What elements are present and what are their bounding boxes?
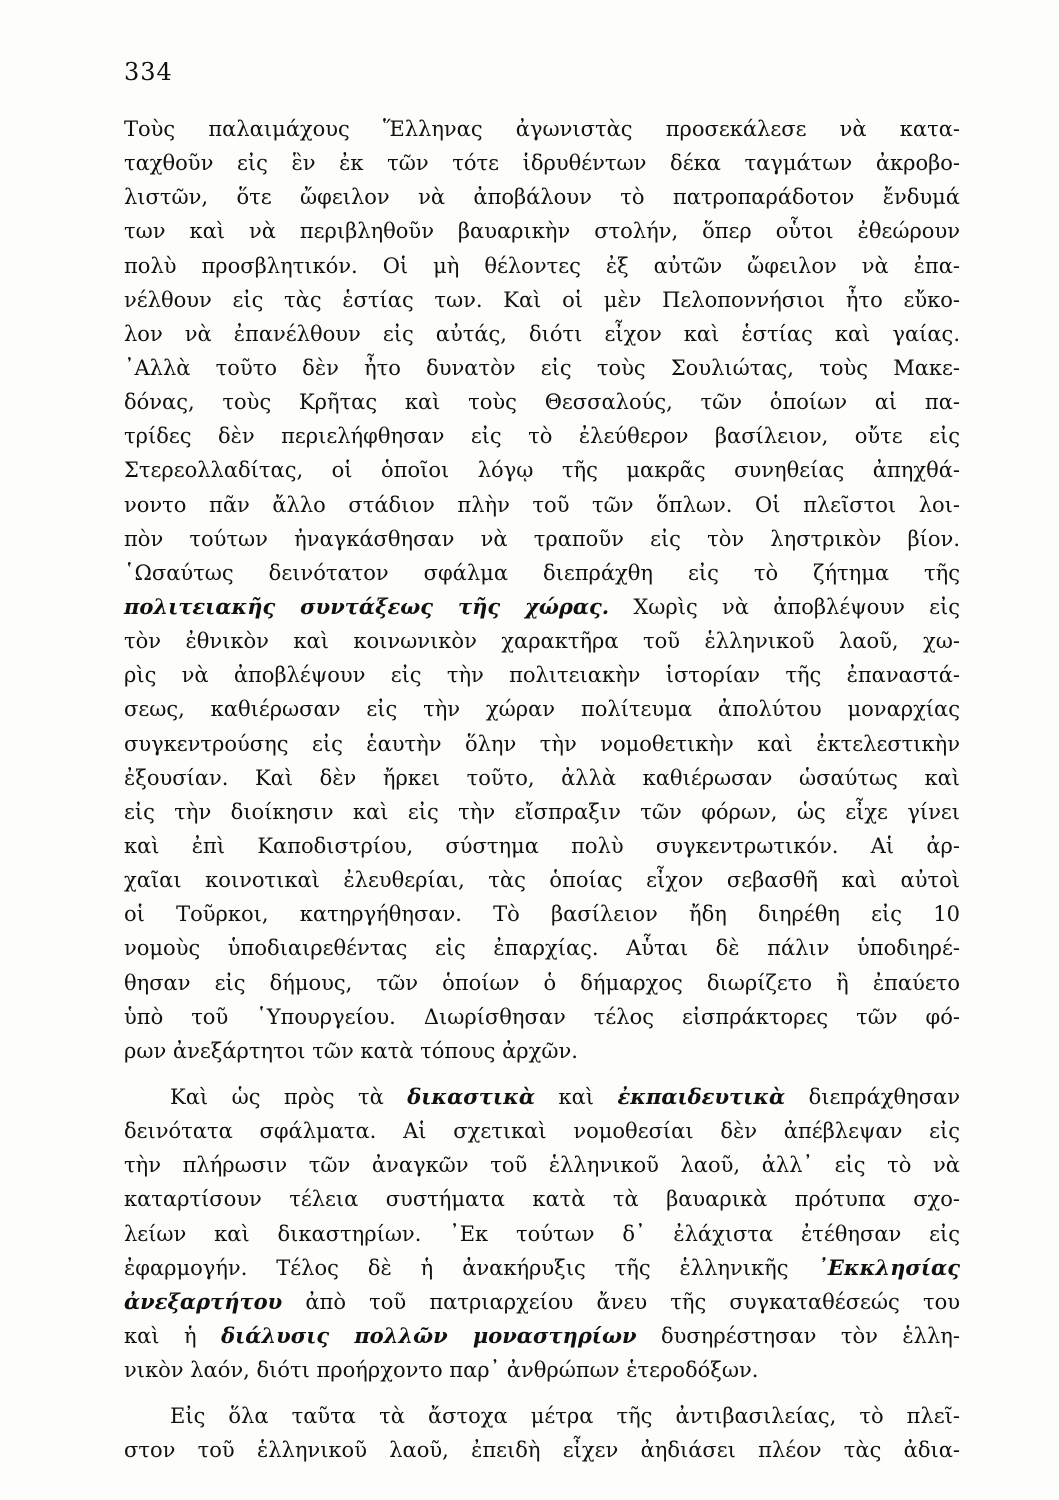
text-line xyxy=(124,1080,960,1114)
text-line xyxy=(124,1182,960,1216)
text-segment: λιστῶν, ὅτε ὤφειλον νὰ ἀποβάλουν τὸ πατροπαράδοτον ἔνδυμά xyxy=(124,185,960,210)
text-line xyxy=(124,966,960,1000)
text-segment: πολὺ προσβλητικόν. Οἱ μὴ θέλοντες ἐξ αὐτῶν ὤφειλον νὰ ἐπα- xyxy=(124,253,960,278)
text-line xyxy=(124,522,960,556)
text-line xyxy=(124,1285,960,1319)
emphasized-text: δικαστικὰ xyxy=(407,1083,535,1109)
text-segment: Εἰς ὅλα ταῦτα τὰ ἄστοχα μέτρα τῆς ἀντιβασιλείας, τὸ πλεῖ- xyxy=(170,1404,960,1429)
text-segment: τὸν ἐθνικὸν καὶ κοινωνικὸν χαρακτῆρα τοῦ ἑλληνικοῦ λαοῦ, χω- xyxy=(124,629,960,654)
text-segment: καταρτίσουν τέλεια συστήματα κατὰ τὰ βαυαρικὰ πρότυπα σχο- xyxy=(124,1187,960,1212)
text-segment: εἰς τὴν διοίκησιν καὶ εἰς τὴν εἴσπραξιν τῶν φόρων, ὡς εἶχε γίνει xyxy=(124,799,960,824)
text-line xyxy=(124,1148,960,1182)
text-segment: Καὶ ὡς πρὸς τὰ xyxy=(170,1084,408,1109)
paragraph xyxy=(124,1080,960,1387)
text-line xyxy=(124,692,960,726)
text-segment: οἱ Τοῦρκοι, κατηργήθησαν. Τὸ βασίλειον ἤδη διηρέθη εἰς 10 xyxy=(124,902,960,927)
text-segment: πὸν τούτων ἠναγκάσθησαν νὰ τραποῦν εἰς τὸν ληστρικὸν βίον. xyxy=(124,526,960,551)
text-line xyxy=(124,1114,960,1148)
text-line xyxy=(124,419,960,453)
page-body xyxy=(124,112,960,1467)
emphasized-text: πολιτειακῆς συντάξεως τῆς χώρας. xyxy=(124,593,610,619)
text-segment: ῾Ωσαύτως δεινότατον σφάλμα διεπράχθη εἰς τὸ ζήτημα τῆς xyxy=(124,560,960,585)
paragraph xyxy=(124,1399,960,1467)
text-line xyxy=(124,556,960,590)
text-line xyxy=(124,351,960,385)
text-segment: νικὸν λαόν, διότι προήρχοντο παρ᾿ ἀνθρώπων ἑτεροδόξων. xyxy=(124,1358,759,1383)
text-line xyxy=(124,1034,960,1068)
text-segment: καὶ ἐπὶ Καποδιστρίου, σύστημα πολὺ συγκεντρωτικόν. Αἱ ἀρ- xyxy=(124,833,960,858)
text-segment: δόνας, τοὺς Κρῆτας καὶ τοὺς Θεσσαλούς, τῶν ὁποίων αἱ πα- xyxy=(124,390,960,415)
text-line xyxy=(124,897,960,931)
text-line xyxy=(124,761,960,795)
text-segment: τὴν πλήρωσιν τῶν ἀναγκῶν τοῦ ἑλληνικοῦ λαοῦ, ἀλλ᾿ εἰς τὸ νὰ xyxy=(124,1153,960,1178)
text-line xyxy=(124,214,960,248)
text-line xyxy=(124,624,960,658)
text-segment: ᾿Αλλὰ τοῦτο δὲν ἦτο δυνατὸν εἰς τοὺς Σουλιώτας, τοὺς Μακε- xyxy=(124,355,960,380)
text-segment: νομοὺς ὑποδιαιρεθέντας εἰς ἐπαρχίας. Αὗται δὲ πάλιν ὑποδιηρέ- xyxy=(124,936,960,961)
text-line xyxy=(124,180,960,214)
text-segment: ἀπὸ τοῦ πατριαρχείου ἄνευ τῆς συγκαταθέσεώς του xyxy=(282,1289,960,1314)
text-segment: Χωρὶς νὰ ἀποβλέψουν εἰς xyxy=(609,594,960,619)
text-line xyxy=(124,385,960,419)
text-segment: καὶ ἡ xyxy=(124,1323,222,1348)
text-line xyxy=(124,283,960,317)
text-segment: δεινότατα σφάλματα. Αἱ σχετικαὶ νομοθεσίαι δὲν ἀπέβλεψαν εἰς xyxy=(124,1119,960,1144)
text-line xyxy=(124,488,960,522)
text-segment: στον τοῦ ἑλληνικοῦ λαοῦ, ἐπειδὴ εἶχεν ἀηδιάσει πλέον τὰς ἀδια- xyxy=(124,1438,960,1463)
text-segment: σεως, καθιέρωσαν εἰς τὴν χώραν πολίτευμα ἀπολύτου μοναρχίας xyxy=(124,697,960,722)
text-line xyxy=(124,727,960,761)
text-segment: ἐφαρμογήν. Τέλος δὲ ἡ ἀνακήρυξις τῆς ἑλληνικῆς xyxy=(124,1255,818,1280)
text-line xyxy=(124,453,960,487)
text-line xyxy=(124,931,960,965)
text-line xyxy=(124,1399,960,1433)
paragraph-gap xyxy=(124,1068,960,1080)
text-segment: χαῖαι κοινοτικαὶ ἐλευθερίαι, τὰς ὁποίας εἶχον σεβασθῆ καὶ αὐτοὶ xyxy=(124,868,960,893)
page-number: 334 xyxy=(124,58,173,86)
text-segment: ἐξουσίαν. Καὶ δὲν ἤρκει τοῦτο, ἀλλὰ καθιέρωσαν ὡσαύτως καὶ xyxy=(124,765,960,790)
text-line xyxy=(124,795,960,829)
text-segment: συγκεντρούσης εἰς ἑαυτὴν ὅλην τὴν νομοθετικὴν καὶ ἐκτελεστικὴν xyxy=(124,731,960,756)
emphasized-text: διάλυσις πολλῶν μοναστηρίων xyxy=(221,1322,637,1348)
text-line xyxy=(124,146,960,180)
text-segment: Στερεολλαδίτας, οἱ ὁποῖοι λόγῳ τῆς μακρᾶς συνηθείας ἀπηχθά- xyxy=(124,458,960,483)
text-line xyxy=(124,1319,960,1353)
text-segment: καὶ xyxy=(534,1084,618,1109)
text-line xyxy=(124,112,960,146)
text-segment: Τοὺς παλαιμάχους Ἕλληνας ἀγωνιστὰς προσεκάλεσε νὰ κατα- xyxy=(124,117,960,141)
text-line xyxy=(124,317,960,351)
text-line xyxy=(124,1000,960,1034)
text-segment: ταχθοῦν εἰς ἓν ἐκ τῶν τότε ἱδρυθέντων δέκα ταγμάτων ἀκροβο- xyxy=(124,151,960,176)
emphasized-text: ἀνεξαρτήτου xyxy=(124,1288,283,1314)
text-line xyxy=(124,1251,960,1285)
text-line xyxy=(124,590,960,624)
text-segment: ρὶς νὰ ἀποβλέψουν εἰς τὴν πολιτειακὴν ἱστορίαν τῆς ἐπαναστά- xyxy=(124,663,960,688)
text-line xyxy=(124,658,960,692)
text-line xyxy=(124,1353,960,1387)
text-segment: λείων καὶ δικαστηρίων. ᾿Εκ τούτων δ᾿ ἐλάχιστα ἐτέθησαν εἰς xyxy=(124,1221,960,1246)
paragraph xyxy=(124,112,960,1068)
text-segment: των καὶ νὰ περιβληθοῦν βαυαρικὴν στολήν, ὅπερ οὗτοι ἐθεώρουν xyxy=(124,219,960,244)
emphasized-text: ᾿Εκκλησίας xyxy=(817,1254,960,1280)
text-line xyxy=(124,1433,960,1467)
text-segment: δυσηρέστησαν τὸν ἑλλη- xyxy=(636,1323,960,1348)
text-segment: λον νὰ ἐπανέλθουν εἰς αὐτάς, διότι εἶχον καὶ ἑστίας καὶ γαίας. xyxy=(124,321,960,346)
text-line xyxy=(124,829,960,863)
text-line xyxy=(124,863,960,897)
text-segment: νοντο πᾶν ἄλλο στάδιον πλὴν τοῦ τῶν ὅπλων. Οἱ πλεῖστοι λοι- xyxy=(124,492,960,517)
text-line xyxy=(124,249,960,283)
text-segment: ὑπὸ τοῦ ῾Υπουργείου. Διωρίσθησαν τέλος εἰσπράκτορες τῶν φό- xyxy=(124,1004,960,1029)
text-segment: θησαν εἰς δήμους, τῶν ὁποίων ὁ δήμαρχος διωρίζετο ἢ ἐπαύετο xyxy=(124,970,960,995)
text-segment: διεπράχθησαν xyxy=(785,1084,960,1109)
text-segment: νέλθουν εἰς τὰς ἑστίας των. Καὶ οἱ μὲν Πελοποννήσιοι ἦτο εὔκο- xyxy=(124,287,960,312)
paragraph-gap xyxy=(124,1387,960,1399)
text-line xyxy=(124,1217,960,1251)
emphasized-text: ἐκπαιδευτικὰ xyxy=(617,1083,786,1109)
text-segment: τρίδες δὲν περιελήφθησαν εἰς τὸ ἐλεύθερον βασίλειον, οὔτε εἰς xyxy=(124,424,960,449)
text-segment: ρων ἀνεξάρτητοι τῶν κατὰ τόπους ἀρχῶν. xyxy=(124,1038,578,1063)
